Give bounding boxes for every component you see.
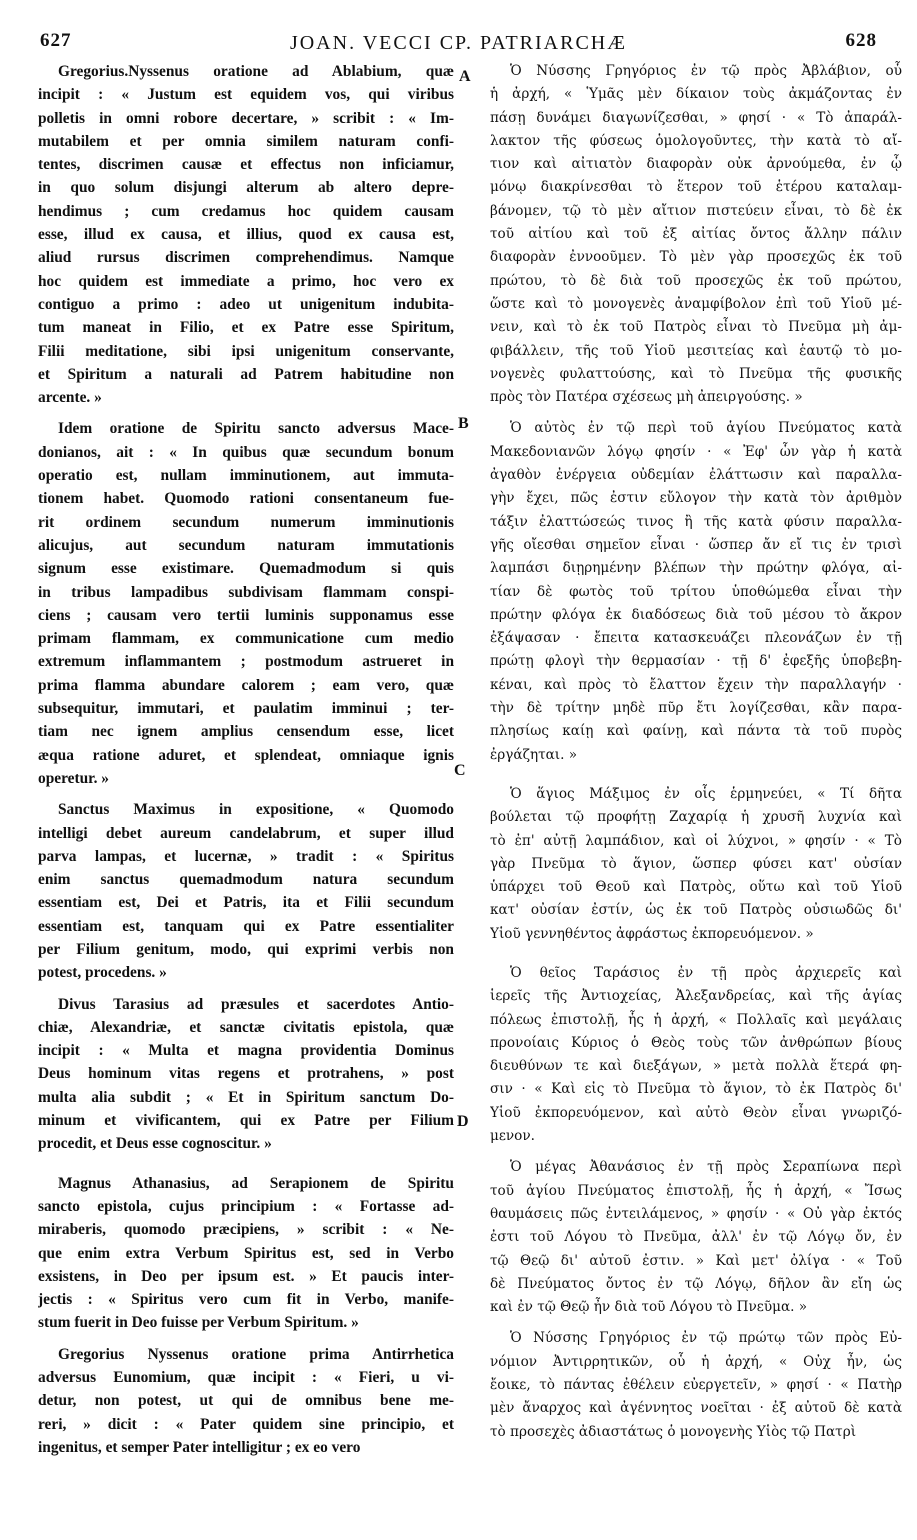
- text-line: νόμιον Ἀντιρρητικῶν, οὗ ἡ ἀρχή, « Οὐχ ἦν, ὡς: [490, 1353, 902, 1370]
- text-line: ciens ; causam vero tertii luminis supponamus esse: [38, 606, 454, 624]
- greek-paragraph: [490, 1327, 902, 1443]
- paragraph-gap: [38, 790, 454, 798]
- text-line: essentiam est, tanquam qui ex Patre essentialiter: [38, 917, 454, 935]
- text-line: in quo solum disjungi alterum ab altero depre-: [38, 179, 454, 197]
- text-line: Υἱοῦ ἐκπορευόμενον, καὶ αὐτὸ Θεὸν εἶναι γνωριζό-: [490, 1104, 902, 1121]
- text-line: νογενὲς φυλαττούσης, καὶ τὸ Πνεῦμα τῆς φυσικῆς: [490, 365, 902, 382]
- text-line: Gregorius.Nyssenus oratione ad Ablabium, quæ: [58, 63, 454, 80]
- text-line: arcente. »: [38, 389, 102, 407]
- text-line: donianos, ait : « In quibus quæ secundum bonum: [38, 443, 454, 461]
- text-line: procedit, et Deus esse cognoscitur. »: [38, 1135, 272, 1153]
- text-line: potest, procedens. »: [38, 964, 167, 982]
- text-line: λακτον τῆς φύσεως ὁμολογοῦντες, τὴν κατὰ τὸ αἴ-: [490, 132, 902, 149]
- text-line: ἐξάψασαν · ἔπειτα κατασκευάζει πλεονάζων ἐν τῇ: [490, 630, 902, 647]
- text-line: alicujus, aut secundum naturam immutationis: [38, 536, 454, 554]
- text-line: polletis in omni robore decertare, » scribit : « Im-: [38, 109, 454, 127]
- text-line: reri, » dicit : « Pater quidem sine principio, et: [38, 1415, 454, 1433]
- text-line: Ὁ Νύσσης Γρηγόριος ἐν τῷ πρώτῳ τῶν πρὸς Εὐ-: [510, 1330, 902, 1347]
- text-line: exsistens, in Deo per ipsum est. » Et paucis inter-: [38, 1267, 454, 1285]
- latin-paragraph: [38, 60, 454, 409]
- text-line: tiam nec ignem amplius censendum esse, licet: [38, 723, 454, 741]
- text-line: subsequitur, immutari, et paulatim imminui ; ter-: [38, 700, 454, 718]
- text-line: tentes, discrimen causæ et effectus non inficiamur,: [38, 156, 454, 174]
- text-line: ἐστι τοῦ Λόγου τὸ Πνεῦμα, ἀλλ' ἐν τῷ Λόγῳ ὄν, ἐν: [490, 1229, 902, 1246]
- text-line: τιον καὶ αἰτιατὸν διαφορὰν οὐκ ἀρνούμεθα, ἐν ᾧ: [490, 156, 902, 173]
- text-line: σιν · « Καὶ εἰς τὸ Πνεῦμα τὸ ἅγιον, τὸ ἐκ Πατρὸς δι': [490, 1081, 902, 1098]
- text-line: hendimus ; cum credamus hoc quidem causam: [38, 202, 454, 220]
- text-line: θαυμάσεις πῶς ἐντειλάμενος, » φησίν · « Οὐ γὰρ ἐκτός: [490, 1205, 902, 1222]
- text-line: Magnus Athanasius, ad Serapionem de Spiritu: [58, 1174, 454, 1192]
- text-line: τίαν δὲ φωτὸς τοῦ τρίτου ὑποθώμεθα εἶναι τὴν: [490, 583, 902, 600]
- text-line: chiæ, Alexandriæ, et sanctæ civitatis epistola, quæ: [38, 1018, 454, 1036]
- text-line: Υἱοῦ γεννηθέντος ἀφράστως ἐκπορευόμενον. »: [490, 925, 814, 942]
- text-line: operatio est, nullam imminutionem, aut immuta-: [38, 467, 454, 485]
- text-line: in tribus lampadibus subdivisam flammam conspi-: [38, 583, 454, 601]
- text-line: νειν, καὶ τὸ ἐκ τοῦ Πατρὸς εἶναι τὸ Πνεῦμα μὴ ἀμ-: [490, 319, 902, 336]
- right-page-number: 628: [845, 30, 877, 51]
- text-line: πρώτην φλόγα ἐκ διαδόσεως διὰ τοῦ μέσου τὸ ἄκρον: [490, 606, 902, 623]
- text-line: γὰρ Πνεῦμα τὸ ἅγιον, ὥσπερ φύσει κατ' οὐσίαν: [490, 855, 902, 872]
- page-header: [0, 0, 917, 60]
- paragraph-gap: [38, 1156, 454, 1172]
- text-line: ἀγαθὸν ἐνέργεια οὐδεμίαν ἐλάττωσιν καὶ παραλλα-: [490, 467, 902, 484]
- text-line: rit ordinem secundum numerum imminutionis: [38, 513, 454, 531]
- text-line: extremum inflammantem ; postmodum astrueret in: [38, 653, 454, 671]
- text-line: ἱερεῖς τῆς Ἀντιοχείας, Ἀλεξανδρείας, καὶ τῆς ἁγίας: [490, 988, 902, 1005]
- text-line: minum et vivificantem, qui ex Patre per Filium: [38, 1112, 454, 1130]
- text-line: ἔοικε, τὸ πάντας ἐθέλειν εὐεργετεῖν, » φησί · « Πατὴρ: [490, 1377, 902, 1394]
- greek-paragraph: [490, 60, 902, 409]
- running-title: JOAN. VECCI CP. PATRIARCHÆ: [289, 32, 628, 54]
- text-line: adversus Eunomium, quæ incipit : « Fieri, u vi-: [38, 1369, 454, 1387]
- text-line: Idem oratione de Spiritu sancto adversus Mace-: [58, 420, 454, 438]
- text-line: λαμπάσι διῃρημένην βλέπων τὴν πρώτην φλόγα, αἰ-: [490, 560, 902, 577]
- latin-paragraph: [38, 1172, 454, 1335]
- text-line: primam flammam, ex communicatione cum medio: [38, 630, 454, 648]
- text-line: tionem habet. Quomodo rationi consentaneum fue-: [38, 490, 454, 508]
- paragraph-gap: [490, 409, 902, 417]
- text-line: πόλεως ἐπιστολῇ, ἧς ἡ ἀρχή, « Πολλαῖς καὶ μεγάλαις: [490, 1011, 902, 1028]
- text-line: διαφορὰν ἐννοοῦμεν. Τὸ μὲν γὰρ προσεχῶς ἐκ τοῦ: [490, 249, 902, 266]
- text-line: aliud rursus discrimen comprehendimus. Namque: [38, 249, 454, 267]
- left-page-number: 627: [40, 30, 72, 51]
- latin-paragraph: [38, 993, 454, 1156]
- text-line: ingenitus, et semper Pater intelligitur ; ex eo vero: [38, 1438, 361, 1456]
- text-line: intelligi debet aureum candelabrum, et super illud: [38, 824, 454, 842]
- text-line: ὥστε καὶ τὸ μονογενὲς ἀναμφίβολον ἐπὶ τοῦ Υἱοῦ μέ-: [490, 295, 902, 312]
- text-line: καὶ ἐν τῷ Θεῷ ἦν διὰ τοῦ Λόγου τὸ Πνεῦμα. »: [490, 1299, 808, 1316]
- text-line: incipit : « Justum est equidem vos, qui viribus: [38, 86, 454, 104]
- text-line: ἡ ἀρχή, « Ὑμᾶς μὲν δίκαιον τοὺς ἀκμάζοντας ἐν: [490, 86, 902, 103]
- text-line: detur, non potest, ut qui de omnibus bene me-: [38, 1392, 454, 1410]
- text-line: γὴν ἔχει, πῶς ἐστιν εὔλογον τὴν κατὰ τὸν ἀριθμὸν: [490, 490, 902, 507]
- text-line: τὸ ἐπ' αὐτῇ λαμπάδιον, καὶ οἱ λύχνοι, » φησίν · « Τὸ: [490, 832, 902, 849]
- greek-paragraph: [490, 417, 902, 766]
- margin-letter-a: A: [459, 68, 471, 85]
- text-line: et Spiritum a naturali ad Patrem habitudine non: [38, 365, 454, 383]
- text-line: sancto epistola, cujus principium : « Fortasse ad-: [38, 1197, 454, 1215]
- text-line: esse, illud ex causa, et illius, quod ex causa est,: [38, 226, 454, 244]
- text-line: Ὁ Νύσσης Γρηγόριος ἐν τῷ πρὸς Ἀβλάβιον, οὗ: [510, 63, 902, 79]
- text-line: κέναι, καὶ πρὸς τὸ ἔλαττον ἔχειν τὴν παραλλαγήν ·: [490, 676, 902, 693]
- text-line: æqua ratione aduret, et splendeat, omniaque ignis: [38, 746, 454, 764]
- text-line: βάνομεν, τῷ τὸ μὲν αἴτιον πιστεύειν εἶναι, τὸ δὲ ἐκ: [490, 202, 902, 219]
- margin-letter-d: D: [457, 1113, 469, 1130]
- text-line: contiguo a primo : adeo ut unigenitum indubita-: [38, 295, 454, 313]
- text-line: μενον.: [490, 1128, 535, 1145]
- text-line: πρὸς τὸν Πατέρα σχέσεως μὴ ἀπειργούσης. »: [490, 389, 803, 406]
- margin-letter-c: C: [454, 762, 466, 779]
- text-line: πρώτῃ φλογὶ τὴν θερμασίαν · τῇ δ' ἐφεξῆς ὑποβεβη-: [490, 653, 902, 670]
- paragraph-gap: [490, 1319, 902, 1327]
- text-line: enim sanctus quemadmodum natura secundum: [38, 871, 454, 889]
- text-line: parva lampas, et lucernæ, » tradit : « Spiritus: [38, 847, 454, 865]
- greek-paragraph: [490, 962, 902, 1148]
- latin-paragraph: [38, 417, 454, 790]
- text-line: Ὁ θεῖος Ταράσιος ἐν τῇ πρὸς ἀρχιερεῖς καὶ: [510, 964, 902, 981]
- paragraph-gap: [490, 946, 902, 962]
- text-line: Ὁ μέγας Ἀθανάσιος ἐν τῇ πρὸς Σεραπίωνα περὶ: [510, 1159, 902, 1176]
- paragraph-gap: [38, 985, 454, 993]
- text-line: μόνῳ διακρίνεσθαι τὸ ἕτερον τοῦ ἑτέρου καταλαμ-: [490, 179, 902, 196]
- text-line: Gregorius Nyssenus oratione prima Antirrhetica: [58, 1345, 454, 1363]
- text-line: miraberis, quomodo præcipiens, » scribit : « Ne-: [38, 1221, 454, 1239]
- text-line: Divus Tarasius ad præsules et sacerdotes Antio-: [58, 995, 454, 1013]
- text-line: per Filium genitum, modo, qui exprimi verbis non: [38, 940, 454, 958]
- text-line: πάσῃ δυνάμει διαγωνίζεσθαι, » φησί · « Τὸ ἀπαράλ-: [490, 109, 902, 126]
- text-line: incipit : « Multa et magna providentia Dominus: [38, 1042, 454, 1060]
- text-line: Sanctus Maximus in expositione, « Quomodo: [58, 801, 454, 819]
- text-line: hoc quidem est immediate a primo, hoc vero ex: [38, 272, 454, 290]
- greek-paragraph: [490, 783, 902, 946]
- latin-paragraph: [38, 1343, 454, 1459]
- paragraph-gap: [38, 409, 454, 417]
- text-line: multa alia subdit ; « Et in Spiritum sanctum Do-: [38, 1088, 454, 1106]
- text-line: jectis : « Spiritus vero cum fit in Verbo, manife-: [38, 1291, 454, 1309]
- text-line: τοῦ αἰτίου καὶ τοῦ ἐξ αἰτίας ὄντος ἄλλην πάλιν: [490, 226, 902, 243]
- text-line: operetur. »: [38, 769, 109, 787]
- text-line: βούλεται τῷ προφήτῃ Ζαχαρίᾳ ἡ χρυσῆ λυχνία καὶ: [490, 809, 902, 826]
- text-line: mutabilem et per omnia similem naturam confi-: [38, 132, 454, 150]
- paragraph-gap: [490, 1148, 902, 1156]
- text-line: φιβάλλειν, τῆς τοῦ Υἱοῦ μεσιτείας καὶ ἑαυτῷ τὸ μο-: [490, 342, 902, 359]
- text-line: κατ' οὐσίαν ἐστίν, ὡς ἐκ τοῦ Πατρὸς οὐσιωδῶς δι': [490, 902, 902, 919]
- text-line: τὴν δὲ τρίτην μηδὲ πῦρ ἔτι λογίζεσθαι, κἂν παρα-: [490, 700, 902, 717]
- text-line: πλησίως καίῃ καὶ φαίνῃ, καὶ πάντα τὰ τοῦ πυρὸς: [490, 723, 902, 740]
- text-line: γῆς οἴεσθαι σημεῖον εἶναι · ὥσπερ ἄν εἴ τις ἐν τρισὶ: [490, 536, 902, 553]
- text-line: προνοίαις Κύριος ὁ Θεὸς τοὺς τῶν ἀνθρώπων βίους: [490, 1034, 902, 1051]
- text-line: stum fuerit in Deo fuisse per Verbum Spiritum. »: [38, 1314, 359, 1332]
- text-line: τοῦ ἁγίου Πνεύματος ἐπιστολῇ, ἧς ἡ ἀρχή, « Ἴσως: [490, 1182, 902, 1199]
- text-line: δὲ Πνεύματος ὄντος ἐν τῷ Λόγῳ, δῆλον ἂν εἴη ὡς: [490, 1275, 902, 1292]
- text-line: tum maneat in Filio, et ex Patre esse Spiritum,: [38, 319, 454, 337]
- paragraph-gap: [490, 767, 902, 783]
- text-line: τὸ προσεχὲς ἀδιαστάτως ὁ μονογενὴς Υἱὸς τῷ Πατρὶ: [490, 1423, 857, 1440]
- text-line: prima flamma abundare calorem ; eam vero, quæ: [38, 676, 454, 694]
- margin-letter-b: B: [458, 415, 469, 432]
- text-line: πρώτου, τὸ δὲ διὰ τοῦ προσεχῶς ἐκ τοῦ πρώτου,: [490, 272, 902, 289]
- text-line: ἐργάζηται. »: [490, 746, 578, 763]
- text-line: Ὁ ἅγιος Μάξιμος ἐν οἷς ἑρμηνεύει, « Τί δῆτα: [510, 785, 902, 802]
- paragraph-gap: [38, 1335, 454, 1343]
- text-line: signum esse existimare. Quemadmodum si quis: [38, 560, 454, 578]
- text-line: que enim extra Verbum Spiritus est, sed in Verbo: [38, 1244, 454, 1262]
- latin-column: [38, 60, 454, 1459]
- text-line: τάξιν ἐλαττώσεώς τινος ἢ τῆς κατὰ φύσιν παραλλα-: [490, 513, 902, 530]
- latin-paragraph: [38, 798, 454, 984]
- greek-paragraph: [490, 1156, 902, 1319]
- text-line: διευθύνων τε καὶ διεξάγων, » μετὰ πολλὰ ἕτερά φη-: [490, 1058, 902, 1075]
- text-line: Ὁ αὐτὸς ἐν τῷ περὶ τοῦ ἁγίου Πνεύματος κατὰ: [510, 420, 902, 437]
- text-line: τῷ Θεῷ δι' αὐτοῦ ἐστιν. » Καὶ μετ' ὀλίγα · « Τοῦ: [490, 1252, 902, 1269]
- text-line: Deus hominum vitas regens et protrahens, » post: [38, 1065, 454, 1083]
- greek-column: [490, 60, 902, 1444]
- text-line: Filii meditatione, sibi ipsi unigenitum conservante,: [38, 342, 454, 360]
- text-line: Μακεδονιανῶν λόγῳ φησίν · « Ἐφ' ὧν γὰρ ἡ κατὰ: [490, 443, 902, 460]
- text-line: ὑπάρχει τοῦ Θεοῦ καὶ Πατρὸς, οὕτω καὶ τοῦ Υἱοῦ: [490, 879, 902, 896]
- text-line: μὲν ἄναρχος καὶ ἀγέννητος νοεῖται · ἐξ αὐτοῦ δὲ κατὰ: [490, 1400, 902, 1417]
- text-line: essentiam est, Dei et Patris, ita et Filii secundum: [38, 894, 454, 912]
